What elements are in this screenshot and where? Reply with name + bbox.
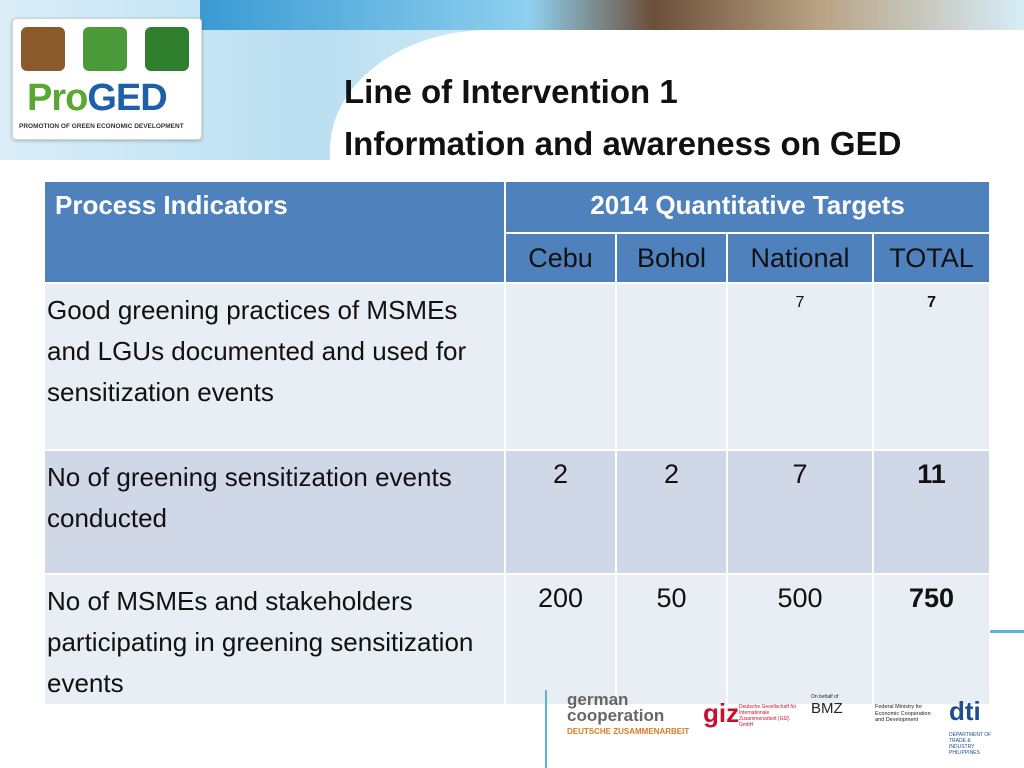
col-header-cebu: Cebu bbox=[505, 233, 616, 283]
cebu-cell: 200 bbox=[505, 574, 616, 705]
title-line-1: Line of Intervention 1 bbox=[344, 73, 678, 110]
title-line-2: Information and awareness on GED bbox=[344, 125, 902, 162]
bohol-cell: 2 bbox=[616, 450, 727, 574]
banner-photo-strip bbox=[200, 0, 1024, 30]
bmz-logo: On behalf of BMZ bbox=[811, 694, 843, 717]
cebu-cell bbox=[505, 283, 616, 450]
total-cell: 750 bbox=[873, 574, 990, 705]
indicator-cell: Good greening practices of MSMEs and LGUs documented and used for sensitization events bbox=[44, 283, 505, 450]
slide-title bbox=[344, 66, 901, 170]
table-row bbox=[44, 283, 990, 450]
table-row bbox=[44, 574, 990, 705]
table-row bbox=[44, 450, 990, 574]
national-cell: 7 bbox=[727, 283, 873, 450]
header-process-indicators: Process Indicators bbox=[44, 181, 505, 283]
logo-brand: ProGED bbox=[27, 77, 167, 119]
decorative-line bbox=[990, 630, 1024, 633]
hardhat-icon bbox=[145, 27, 189, 71]
giz-logo: giz bbox=[703, 698, 740, 728]
bohol-cell bbox=[616, 283, 727, 450]
footer-divider bbox=[545, 690, 547, 768]
lightbulb-icon bbox=[83, 27, 127, 71]
dti-logo-text: DEPARTMENT OF TRADE & INDUSTRY PHILIPPINES bbox=[949, 732, 992, 756]
col-header-bohol: Bohol bbox=[616, 233, 727, 283]
col-header-total: TOTAL bbox=[873, 233, 990, 283]
total-cell: 7 bbox=[873, 283, 990, 450]
total-cell: 11 bbox=[873, 450, 990, 574]
partner-logos bbox=[545, 690, 1024, 768]
bmz-logo-text: Federal Ministry for Economic Cooperation and Development bbox=[875, 704, 931, 723]
dti-logo: dti bbox=[949, 696, 981, 726]
targets-table bbox=[43, 180, 991, 706]
factory-icon bbox=[21, 27, 65, 71]
national-cell: 500 bbox=[727, 574, 873, 705]
indicator-cell: No of MSMEs and stakeholders participating in greening sensitization events bbox=[44, 574, 505, 705]
cebu-cell: 2 bbox=[505, 450, 616, 574]
col-header-national: National bbox=[727, 233, 873, 283]
german-cooperation-logo: german cooperation DEUTSCHE ZUSAMMENARBEIT bbox=[567, 690, 690, 736]
bohol-cell: 50 bbox=[616, 574, 727, 705]
header-quantitative-targets: 2014 Quantitative Targets bbox=[505, 181, 990, 233]
logo-tagline: PROMOTION OF GREEN ECONOMIC DEVELOPMENT bbox=[19, 123, 184, 130]
giz-logo-text: Deutsche Gesellschaft für Internationale Zusammenarbeit (GIZ) GmbH bbox=[739, 704, 797, 728]
national-cell: 7 bbox=[727, 450, 873, 574]
proged-logo bbox=[12, 18, 202, 140]
indicator-cell: No of greening sensitization events conducted bbox=[44, 450, 505, 574]
